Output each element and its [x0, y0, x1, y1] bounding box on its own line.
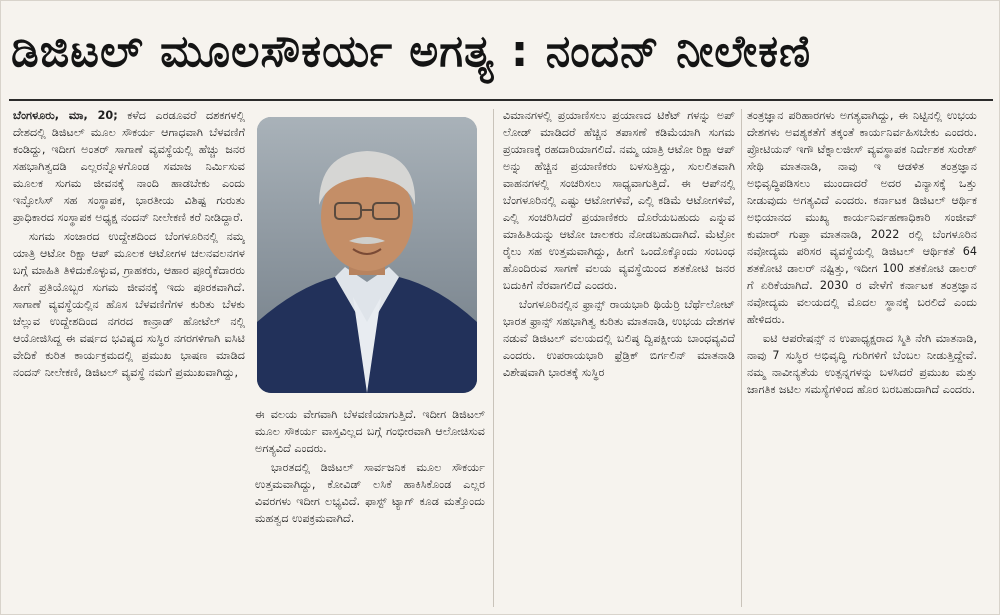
paragraph: ಬೆಂಗಳೂರಿನಲ್ಲಿನ ಫ್ರಾನ್ಸ್ ರಾಯಭಾರಿ ಥಿಯೆರ್ರಿ ಬೆರ್ಥೆಲೋಟ್ ಭಾರತ ಫ್ರಾನ್ಸ್ ಸಹಭಾಗಿತ್ವ ಕುರಿತು ಮಾತನಾಡಿ, ಉಭಯ ದೇಶಗಳ ನಡುವೆ ಡಿಜಿಟಲ್ ವಲಯದಲ್ಲಿ ಬಲಿಷ್ಠ ದ್ವಿಪಕ್ಷೀಯ ಬಾಂಧವ್ಯವಿದೆ ಎಂದರು. ಉಪರಾಯಭಾರಿ ಫ್ರೆಡ್ರಿಕ್ ಬಿರ್ಗಲಿನ್ ಮಾತನಾಡಿ ವಿಶೇಷವಾಗಿ ಭಾರತಕ್ಕೆ ಸುಸ್ಥಿರ: [503, 298, 735, 379]
paragraph: ಐಟಿ ಆಪರೇಷನ್ಸ್ ನ ಉಪಾಧ್ಯಕ್ಷರಾದ ಸ್ಮಿತಿ ನೇಗಿ ಮಾತನಾಡಿ, ನಾವು 7 ಸುಸ್ಥಿರ ಅಭಿವೃದ್ಧಿ ಗುರಿಗಳಿಗೆ ಬೆಂಬಲ ನೀಡುತ್ತಿದ್ದೇವೆ. ನಮ್ಮ ನಾವೀನ್ಯತೆಯ ಉತ್ಪನ್ನಗಳನ್ನು ಬಳಸಿದರೆ ಪ್ರಮುಖ ಮತ್ತು ಜಾಗತಿಕ ಜಟಿಲ ಸಮಸ್ಯೆಗಳಿಂದ ಹೊರ ಬರಬಹುದಾಗಿದೆ ಎಂದರು.: [747, 332, 977, 396]
article-column-3: [503, 107, 735, 609]
paragraph-text: ಕಳೆದ ಎರಡೂವರೆ ದಶಕಗಳಲ್ಲಿ ದೇಶದಲ್ಲಿ ಡಿಜಿಟಲ್ ಮೂಲ ಸೌಕರ್ಯ ಆಗಾಧವಾಗಿ ಬೆಳವಣಿಗೆ ಕಂಡಿದ್ದು, ಇದೀಗ ಅಂತರ್ ಸಾಗಾಣೆ ವ್ಯವಸ್ಥೆಯಲ್ಲಿ ಹೆಚ್ಚು ಜನರ ಸಹಭಾಗಿತ್ವದಡಿ ಎಲ್ಲರನ್ನೊಳಗೊಂಡ ಸಮಾಜ ನಿರ್ಮಿಸುವ ಮೂಲಕ ಸುಗಮ ಜೀವನಕ್ಕೆ ನಾಂದಿ ಹಾಡಬೇಕು ಎಂದು ಇನ್ಫೋಸಿಸ್ ಸಹ ಸಂಸ್ಥಾಪಕ, ಭಾರತೀಯ ವಿಶಿಷ್ಟ ಗುರುತು ಪ್ರಾಧಿಕಾರದ ಸಂಸ್ಥಾಪಕ ಅಧ್ಯಕ್ಷ ನಂದನ್ ನೀಲೇಕಣಿ ಕರೆ ನೀಡಿದ್ದಾರೆ.: [13, 109, 245, 224]
article-column-2: [255, 406, 485, 609]
paragraph: ವಿಮಾನಗಳಲ್ಲಿ ಪ್ರಯಾಣಿಸಲು ಪ್ರಯಾಣದ ಟಿಕೆಟ್ ಗಳನ್ನು ಅಪ್ ಲೋಡ್ ಮಾಡಿದರೆ ಹೆಚ್ಚಿನ ತಪಾಸಣೆ ಕಡಿಮೆಯಾಗಿ ಸುಗಮ ಪ್ರಯಾಣಕ್ಕೆ ರಹದಾರಿಯಾಗಲಿದೆ. ನಮ್ಮ ಯಾತ್ರಿ ಆಟೋ ರಿಕ್ಷಾ ಆಪ್ ಅನ್ನು ಹೆಚ್ಚಿನ ಪ್ರಯಾಣಿಕರು ಬಳಸುತ್ತಿದ್ದು, ಸುಲಲಿತವಾಗಿ ವಾಹನಗಳಲ್ಲಿ ಸಂಚರಿಸಲು ಸಾಧ್ಯವಾಗುತ್ತಿದೆ. ಈ ಆಪ್‌ನಲ್ಲಿ ಬೆಂಗಳೂರಿನಲ್ಲಿ ಎಷ್ಟು ಆಟೋಗಳಿವೆ, ಎಲ್ಲಿ ಕಡಿಮೆ ಆಟೋಗಳಿವೆ, ಎಲ್ಲಿ ಸಂಚರಿಸಿದರೆ ಪ್ರಯಾಣಿಕರು ದೊರೆಯಬಹುದು ಎನ್ನುವ ಮಾಹಿತಿಯನ್ನು ಆಟೋ ಚಾಲಕರು ನೋಡಬಹುದಾಗಿದೆ. ಮೆಟ್ರೋ ರೈಲು ಸಹ ಉತ್ತಮವಾಗಿದ್ದು, ಹೀಗೆ ಒಂದೊಕ್ಕೊಂದು ಸಂಬಂಧ ಹೊಂದಿರುವ ಸಾಗಣೆ ವಲಯ ವ್ಯವಸ್ಥೆಯಿಂದ ಶತಕೋಟಿ ಜನರ ಬದುಕಿಗೆ ನೆರವಾಗಲಿದೆ ಎಂದರು.: [503, 109, 735, 292]
article-column-4: [747, 107, 977, 609]
paragraph: ಸುಗಮ ಸಂಚಾರದ ಉದ್ದೇಶದಿಂದ ಬೆಂಗಳೂರಿನಲ್ಲಿ ನಮ್ಮ ಯಾತ್ರಿ ಆಟೋ ರಿಕ್ಷಾ ಆಪ್ ಮೂಲಕ ಆಟೋಗಳ ಚಲನವಲನಗಳ ಬಗ್ಗೆ ಮಾಹಿತಿ ತಿಳಿದುಕೊಳ್ಳುವ, ಗ್ರಾಹಕರು, ಆಹಾರ ಪೂರೈಕೆದಾರರು ಹೀಗೆ ಪ್ರತಿಯೊಬ್ಬರ ಸುಗಮ ಜೀವನಕ್ಕೆ ಇದು ಪೂರಕವಾಗಿದೆ. ಸಾಗಾಣೆ ವ್ಯವಸ್ಥೆಯಲ್ಲಿನ ಹೊಸ ಬೆಳವಣಿಗೆಗಳ ಕುರಿತು ಬೆಳಕು ಚೆಲ್ಲುವ ಉದ್ದೇಶದಿಂದ ನಗರದ ಕಾನ್ರಾಡ್ ಹೋಟೆಲ್ ನಲ್ಲಿ ಆಯೋಜಿಸಿದ್ದ ಈ ವರ್ಷದ ಭವಿಷ್ಯದ ಸುಸ್ಥಿರ ನಗರಗಳಿಗಾಗಿ ಐಸಿಟಿ ವೇದಿಕೆ ಕುರಿತ ಕಾರ್ಯಕ್ರಮದಲ್ಲಿ ಪ್ರಮುಖ ಭಾಷಣ ಮಾಡಿದ ನಂದನ್ ನೀಲೇಕಣಿ, ಡಿಜಿಟಲ್ ವ್ಯವಸ್ಥೆ ನಮಗೆ ಪ್ರಮುಖವಾಗಿದ್ದು,: [13, 230, 245, 379]
dateline: ಬೆಂಗಳೂರು, ಮಾ, 20;: [13, 109, 118, 122]
paragraph: [13, 107, 245, 226]
headline-rule: [9, 99, 993, 101]
article-column-1: [13, 107, 245, 609]
portrait-photo: [257, 117, 477, 393]
portrait-image: [257, 117, 477, 393]
headline: ಡಿಜಿಟಲ್ ಮೂಲಸೌಕರ್ಯ ಅಗತ್ಯ : ನಂದನ್ ನೀಲೇಕಣಿ: [11, 26, 812, 77]
column-divider: [493, 109, 494, 607]
paragraph: ಭಾರತದಲ್ಲಿ ಡಿಜಿಟಲ್ ಸಾರ್ವಜನಿಕ ಮೂಲ ಸೌಕರ್ಯ ಉತ್ತಮವಾಗಿದ್ದು, ಕೋವಿಡ್ ಲಸಿಕೆ ಹಾಕಿಸಿಕೊಂಡ ಎಲ್ಲರ ವಿವರಗಳು ಇದೀಗ ಲಭ್ಯವಿದೆ. ಫಾಸ್ಟ್ ಟ್ಯಾಗ್ ಕೂಡ ಮತ್ತೊಂದು ಮಹತ್ವದ ಉಪಕ್ರಮವಾಗಿದೆ.: [255, 461, 485, 525]
paragraph: ತಂತ್ರಜ್ಞಾನ ಪರಿಹಾರಗಳು ಅಗತ್ಯವಾಗಿದ್ದು, ಈ ನಿಟ್ಟಿನಲ್ಲಿ ಉಭಯ ದೇಶಗಳು ಅವಶ್ಯಕತೆಗೆ ತಕ್ಕಂತೆ ಕಾರ್ಯನಿರ್ವಹಿಸಬೇಕು ಎಂದರು. ಪ್ರೋಟಿಯನ್ ಇಗೌ ಟೆಕ್ನಾಲಜೀಸ್ ವ್ಯವಸ್ಥಾಪಕ ನಿರ್ದೇಶಕ ಸುರೇಶ್ ಸೇಥಿ ಮಾತನಾಡಿ, ನಾವು ಇ ಆಡಳಿತ ತಂತ್ರಜ್ಞಾನ ಅಭಿವೃದ್ಧಿಪಡಿಸಲು ಮುಂದಾದರೆ ಅದರ ವಿನ್ಯಾಸಕ್ಕೆ ಒತ್ತು ನೀಡುವುದು ಅಗತ್ಯವಿದೆ ಎಂದರು. ಕರ್ನಾಟಕ ಡಿಜಿಟಲ್ ಆರ್ಥಿಕ ಅಭಿಯಾನದ ಮುಖ್ಯ ಕಾರ್ಯನಿರ್ವಹಣಾಧಿಕಾರಿ ಸಂಜೀವ್ ಕುಮಾರ್ ಗುಪ್ತಾ ಮಾತನಾಡಿ, 2022 ರಲ್ಲಿ ಬೆಂಗಳೂರಿನ ನವೋದ್ಯಮ ಪರಿಸರ ವ್ಯವಸ್ಥೆಯಲ್ಲಿ ಡಿಜಿಟಲ್ ಆರ್ಥಿಕತೆ 64 ಶತಕೋಟಿ ಡಾಲರ್ ನಷ್ಟಿತ್ತು, ಇದೀಗ 100 ಶತಕೋಟಿ ಡಾಲರ್ ಗೆ ಏರಿಕೆಯಾಗಿದೆ. 2030 ರ ವೇಳೆಗೆ ಕರ್ನಾಟಕ ತಂತ್ರಜ್ಞಾನ ನವೋದ್ಯಮ ವಲಯದಲ್ಲಿ ಮೊದಲ ಸ್ಥಾನಕ್ಕೆ ಬರಲಿದೆ ಎಂದು ಹೇಳಿದರು.: [747, 109, 977, 326]
paragraph: ಈ ವಲಯ ವೇಗವಾಗಿ ಬೆಳವಣಿಯಾಗುತ್ತಿದೆ. ಇದೀಗ ಡಿಜಿಟಲ್ ಮೂಲ ಸೌಕರ್ಯ ವಾಸ್ತವಿಲ್ಲದ ಬಗ್ಗೆ ಗಂಭೀರವಾಗಿ ಆಲೋಚಿಸುವ ಅಗತ್ಯವಿದೆ ಎಂದರು.: [255, 408, 485, 455]
column-divider: [741, 109, 742, 607]
